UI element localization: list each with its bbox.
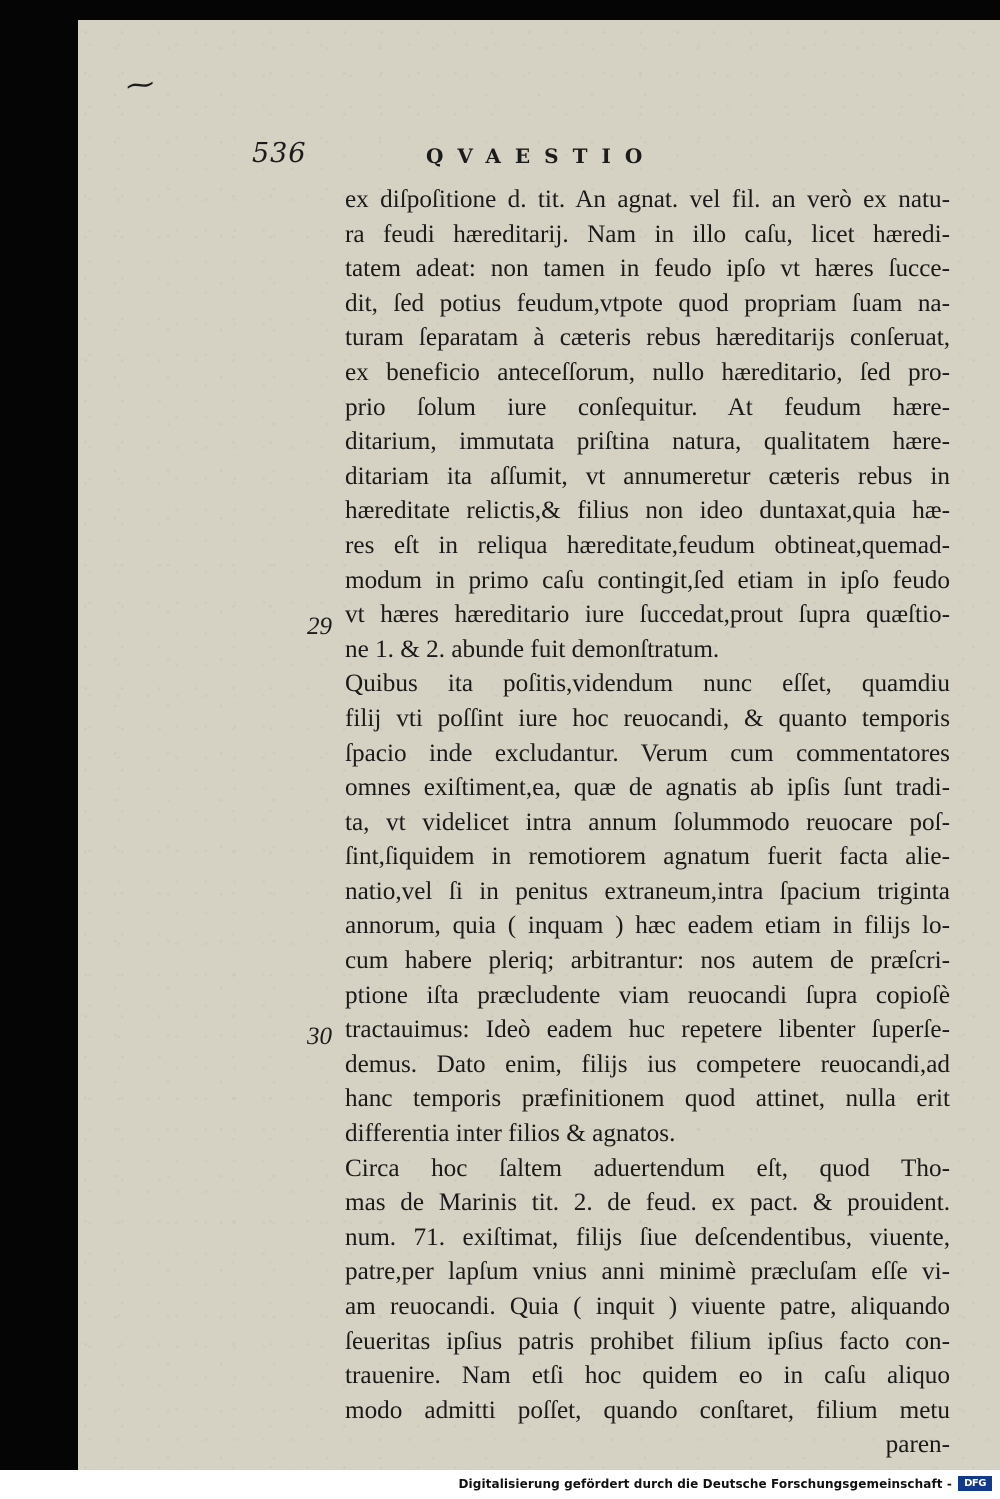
text-line: natio,vel ſi in penitus extraneum,intra ſpacium triginta [345,877,950,905]
text-line: differentia inter filios & agnatos. [345,1120,676,1148]
handwritten-mark-icon: ⁓ [124,66,156,103]
text-line: cum habere pleriq; arbitrantur: nos autem de præſcri- [345,947,950,975]
footer-bar [0,1470,1000,1499]
text-line: ſint,ſiquidem in remotiorem agnatum fuerit facta alie- [345,843,950,871]
dfg-logo: DFG [958,1476,992,1491]
text-line: modum in primo caſu contingit,ſed etiam in ipſo feudo [345,566,950,594]
text-line: turam ſeparatam à cæteris rebus hæreditarijs conſeruat, [345,324,950,352]
funding-notice: Digitalisierung gefördert durch die Deutsche Forschungsgemeinschaft - [458,1477,952,1491]
text-line: trauenire. Nam etſi hoc quidem eo in caſu aliquo [345,1362,950,1390]
text-line: hæreditate relictis,& filius non ideo duntaxat,quia hæ- [345,497,950,525]
text-line: ſpacio inde excludantur. Verum cum commentatores [345,739,950,767]
text-line: patre,per lapſum vnius anni minimè præcluſam eſſe vi- [345,1258,950,1286]
text-line: tractauimus: Ideò eadem huc repetere libenter ſuperſe- [345,1016,950,1044]
text-line: ſeueritas ipſius patris prohibet filium ipſius facto con- [345,1327,950,1355]
text-line: modo admitti poſſet, quando conſtaret, filium metu [345,1396,950,1424]
text-line: demus. Dato enim, filijs ius competere reuocandi,ad [345,1050,950,1078]
text-line: ne 1. & 2. abunde fuit demonſtratum. [345,635,720,663]
text-line: ptione iſta præcludente viam reuocandi ſupra copioſè [345,981,950,1009]
text-line: paren- [885,1431,950,1459]
marginal-number-29: 29 [307,613,332,640]
text-line: ra feudi hæreditarij. Nam in illo caſu, licet hæredi- [345,220,950,248]
text-line: dit, ſed potius feudum,vtpote quod propriam ſuam na- [345,289,950,317]
text-line: hanc temporis præfinitionem quod attinet, nulla erit [345,1085,950,1113]
text-line: mas de Marinis tit. 2. de feud. ex pact. & prouident. [345,1189,950,1217]
marginal-number-30: 30 [307,1023,332,1050]
body-text [345,183,950,1463]
text-line: ditariam ita aſſumit, vt annumeretur cæteris rebus in [345,462,950,490]
text-line: Quibus ita poſitis,videndum nunc eſſet, quamdiu [345,670,950,698]
page-header [252,138,952,178]
text-line: ta, vt videlicet intra annum ſolummodo reuocare poſ- [345,808,950,836]
text-line: vt hæres hæreditario iure ſuccedat,prout ſupra quæſtio- [345,601,950,629]
text-line: res eſt in reliqua hæreditate,feudum obtineat,quemad- [345,531,950,559]
text-line: filij vti poſſint iure hoc reuocandi, & quanto temporis [345,704,950,732]
text-line: omnes exiſtiment,ea, quæ de agnatis ab ipſis ſunt tradi- [345,774,950,802]
text-line: ditarium, immutata priſtina natura, qualitatem hære- [345,428,950,456]
text-line: ex beneficio anteceſſorum, nullo hæreditario, ſed pro- [345,358,950,386]
running-head: QVAESTIO [426,144,657,168]
page-number: 536 [252,138,307,169]
text-line: num. 71. exiſtimat, filijs ſiue deſcendentibus, viuente, [345,1223,950,1251]
text-line: tatem adeat: non tamen in feudo ipſo vt hæres ſucce- [345,255,950,283]
text-line: ex diſpoſitione d. tit. An agnat. vel fil. an verò ex natu- [345,186,950,213]
text-line: prio ſolum iure conſequitur. At feudum hære- [345,393,950,421]
text-line: annorum, quia ( inquam ) hæc eadem etiam in filijs lo- [345,912,950,940]
text-line: am reuocandi. Quia ( inquit ) viuente patre, aliquando [345,1293,950,1320]
text-line: Circa hoc ſaltem aduertendum eſt, quod Tho- [345,1154,950,1182]
